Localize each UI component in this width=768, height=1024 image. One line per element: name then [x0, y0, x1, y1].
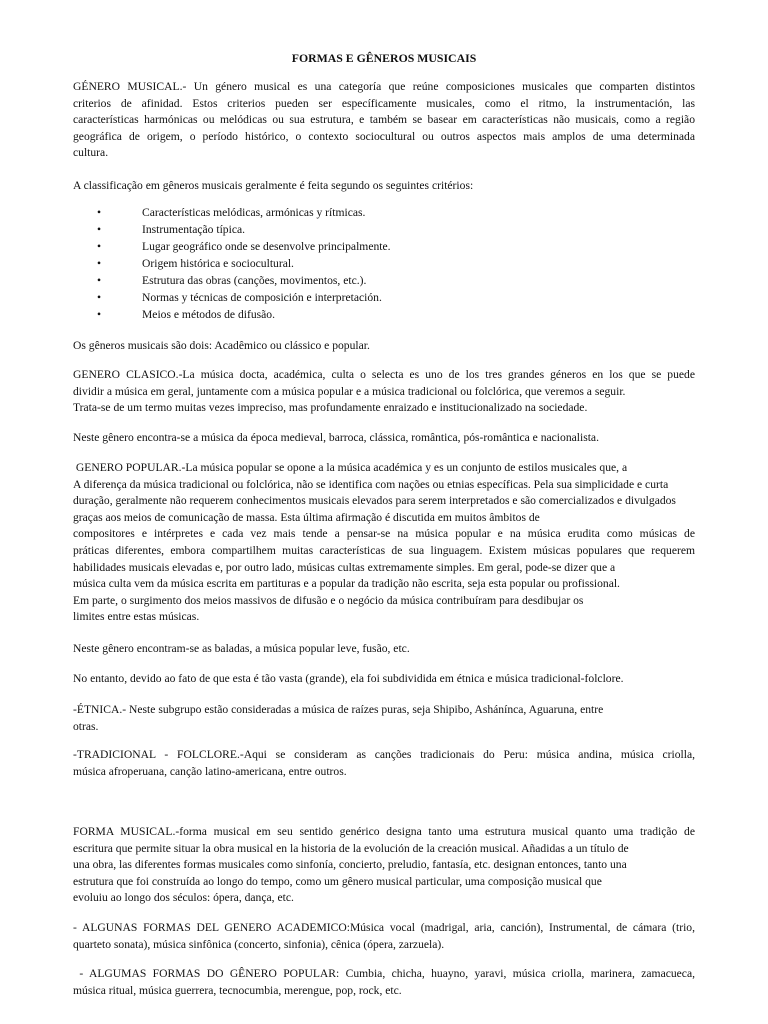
paragraph-genero-popular: [73, 460, 695, 626]
list-item-text: Origem histórica e sociocultural.: [142, 257, 294, 270]
paragraph-classification-intro: A classificação em gêneros musicais geralmente é feita segundo os seguintes critérios:: [73, 179, 474, 192]
bullet-icon: •: [97, 291, 102, 304]
text-line: - ALGUNAS FORMAS DEL GENERO ACADEMICO:Música vocal (madrigal, aria, canción), Instrumental, de cámara (trio,: [73, 921, 695, 934]
bullet-icon: •: [97, 274, 102, 287]
text-line: criterios de afinidad. Estos criterios pueden ser específicamente musicales, como el ritmo, la instrumentación, las: [73, 96, 695, 110]
list-item-text: Normas y técnicas de composición e interpretación.: [142, 291, 382, 304]
text-line: Em parte, o surgimento dos meios massivos de difusão e o negócio da música contribuíram para desdibujar os: [73, 593, 584, 607]
paragraph-popular-examples: Neste gênero encontram-se as baladas, a música popular leve, fusão, etc.: [73, 642, 410, 655]
text-line: geográfica de origem, o período histórico, o contexto sociocultural ou outros aspectos mais amplos de uma determinada: [73, 129, 695, 143]
paragraph-subdivision: No entanto, devido ao fato de que esta é tão vasta (grande), ela foi subdividida em étnica e música tradicional-folclore.: [73, 672, 624, 685]
list-item: [73, 239, 391, 256]
text-line: GENERO POPULAR.-La música popular se opone a la música académica y es un conjunto de estilos musicales que, a: [73, 461, 628, 474]
text-line: música afroperuana, canção latino-americana, entre outros.: [73, 764, 347, 778]
list-item: [73, 222, 391, 239]
text-line: cultura.: [73, 146, 109, 160]
bullet-icon: •: [97, 257, 102, 270]
text-line: estrutura que foi construída ao longo do tempo, como um gênero musical particular, uma composição musical que: [73, 874, 602, 888]
list-item-text: Estrutura das obras (canções, movimentos, etc.).: [142, 274, 367, 287]
bullet-icon: •: [97, 240, 102, 253]
paragraph-formas-academico: [73, 920, 695, 953]
list-item-text: Instrumentação típica.: [142, 223, 246, 236]
bullet-icon: •: [97, 206, 102, 219]
paragraph-formas-popular: [73, 966, 695, 999]
criteria-list: [73, 205, 391, 324]
text-line: Trata-se de um termo muitas vezes impreciso, mas profundamente enraizado e institucionalizado na sociedade.: [73, 401, 588, 415]
text-line: música ritual, música guerrera, tecnocumbia, merengue, pop, rock, etc.: [73, 983, 402, 997]
list-item: [73, 307, 391, 324]
list-item-text: Lugar geográfico onde se desenvolve principalmente.: [142, 240, 391, 253]
text-line: A diferença da música tradicional ou folclórica, não se identifica com nações ou etnias específicas. Pela sua simplicidade e curta: [73, 477, 669, 491]
bullet-icon: •: [97, 223, 102, 236]
text-line: limites entre estas músicas.: [73, 610, 200, 624]
paragraph-tradicional: [73, 747, 695, 780]
text-line: una obra, las diferentes formas musicales como sinfonía, concierto, preludio, fantasía, etc. designan entonces, tanto una: [73, 858, 627, 872]
list-item: [73, 256, 391, 273]
text-line: habilidades musicais elevadas e, por outro lado, músicas cultas extremamente simples. Em geral, pode-se dizer que a: [73, 560, 616, 574]
text-line: - ALGUMAS FORMAS DO GÊNERO POPULAR: Cumbia, chicha, huayno, yaravi, música criolla, marinera, zamacueca,: [73, 967, 695, 980]
text-line: GENERO CLASICO.-La música docta, académica, culta o selecta es uno de los tres grandes géneros en los que se puede: [73, 368, 695, 381]
list-item: [73, 290, 391, 307]
text-line: graças aos meios de comunicação de massa. Esta última afirmação é discutida em muitos âmbitos de: [73, 510, 540, 524]
paragraph-etnica: [73, 702, 695, 735]
text-line: compositores e intérpretes e cada vez mais tende a pensar-se na música popular e na música erudita como músicas de: [73, 527, 695, 541]
list-item: [73, 205, 391, 222]
text-line: quarteto sonata), música sinfônica (concerto, sinfonia), cênica (ópera, zarzuela).: [73, 937, 445, 951]
text-line: características harmónicas ou melódicas ou sua estrutura, e também se basear em características não musicais, como a região: [73, 113, 695, 127]
paragraph-forma-musical: [73, 824, 695, 907]
text-line: -ÉTNICA.- Neste subgrupo estão consideradas a música de raízes puras, seja Shipibo, Ashánínca, Aguaruna, entre: [73, 703, 604, 716]
list-item-text: Características melódicas, armónicas y rítmicas.: [142, 206, 366, 219]
text-line: práticas diferentes, embora compartilhem muitas características de sua linguagem. Existem músicas populares que requerem: [73, 543, 695, 557]
paragraph-two-genres: Os gêneros musicais são dois: Acadêmico ou clássico e popular.: [73, 339, 370, 352]
text-line: otras.: [73, 719, 99, 733]
paragraph-genero-musical: [73, 79, 695, 162]
text-line: duração, geralmente não requerem conhecimentos musicais elevados para serem interpretados e são comercializados e divulgados: [73, 494, 676, 508]
text-line: -TRADICIONAL - FOLCLORE.-Aqui se consideram as canções tradicionais do Peru: música andina, música criolla,: [73, 748, 695, 761]
text-line: GÉNERO MUSICAL.- Un género musical es una categoría que reúne composiciones musicales que comparten distintos: [73, 80, 695, 93]
text-line: escritura que permite situar la obra musical en la historia de la evolución de la creación musical. Añadidas a un título de: [73, 841, 629, 855]
text-line: dividir a música em geral, juntamente com a música popular e a música tradicional ou folclórica, que veremos a seguir.: [73, 384, 626, 398]
paragraph-genero-clasico: [73, 367, 695, 417]
text-line: música culta vem da música escrita em partituras e a popular da tradição não escrita, seja esta popular ou profissional.: [73, 577, 620, 591]
document-title: FORMAS E GÊNEROS MUSICAIS: [291, 51, 477, 65]
list-item: [73, 273, 391, 290]
bullet-icon: •: [97, 308, 102, 321]
text-line: evoluiu ao longo dos séculos: ópera, dança, etc.: [73, 891, 294, 905]
list-item-text: Meios e métodos de difusão.: [142, 308, 275, 321]
text-line: FORMA MUSICAL.-forma musical em seu sentido genérico designa tanto uma estrutura musical quanto uma tradição de: [73, 825, 695, 838]
paragraph-clasico-periods: Neste gênero encontra-se a música da época medieval, barroca, clássica, romântica, pós-romântica e nacionalista.: [73, 431, 599, 444]
